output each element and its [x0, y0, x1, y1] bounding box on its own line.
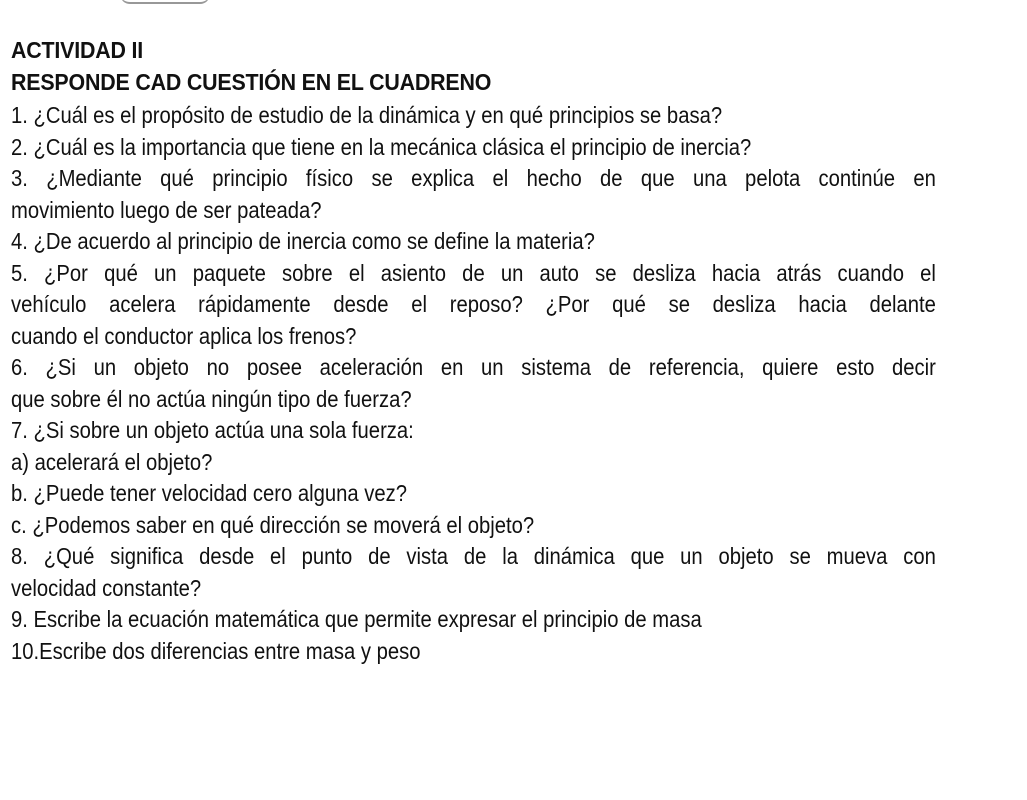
question-6-line-2: que sobre él no actúa ningún tipo de fuerza?	[11, 385, 412, 412]
question-7b-line: b. ¿Puede tener velocidad cero alguna vez?	[11, 480, 408, 506]
question-5-line-2: vehículo acelera rápidamente desde el reposo? ¿Por qué se desliza hacia delante	[11, 291, 936, 317]
question-9-line: 9. Escribe la ecuación matemática que permite expresar el principio de masa	[11, 606, 702, 632]
question-5-line-3: cuando el conductor aplica los frenos?	[11, 322, 357, 349]
question-4-line: 4. ¿De acuerdo al principio de inercia como se define la materia?	[11, 228, 595, 254]
question-6-line-1: 6. ¿Si un objeto no posee aceleración en un sistema de referencia, quiere esto decir	[11, 354, 936, 380]
question-8-line-1: 8. ¿Qué significa desde el punto de vista de la dinámica que un objeto se mueva con	[11, 543, 936, 569]
question-7a-line: a) acelerará el objeto?	[11, 448, 213, 475]
question-7c-line: c. ¿Podemos saber en qué dirección se moverá el objeto?	[11, 511, 535, 538]
question-10-line: 10.Escribe dos diferencias entre masa y peso	[11, 637, 421, 664]
question-7-line: 7. ¿Si sobre un objeto actúa una sola fuerza:	[11, 417, 414, 443]
question-8-line-2: velocidad constante?	[11, 574, 202, 601]
page-title: ACTIVIDAD II	[11, 37, 144, 63]
pen-stroke-mark	[120, 0, 210, 4]
question-2-line: 2. ¿Cuál es la importancia que tiene en la mecánica clásica el principio de inercia?	[11, 133, 752, 160]
worksheet	[11, 34, 936, 667]
question-1-line: 1. ¿Cuál es el propósito de estudio de la dinámica y en qué principios se basa?	[11, 102, 723, 128]
question-3-line-2: movimiento luego de ser pateada?	[11, 196, 322, 223]
instruction-heading: RESPONDE CAD CUESTIÓN EN EL CUADRENO	[11, 69, 492, 95]
question-5-line-1: 5. ¿Por qué un paquete sobre el asiento de un auto se desliza hacia atrás cuando el	[11, 259, 936, 286]
question-3-line-1: 3. ¿Mediante qué principio físico se explica el hecho de que una pelota continúe en	[11, 165, 936, 191]
